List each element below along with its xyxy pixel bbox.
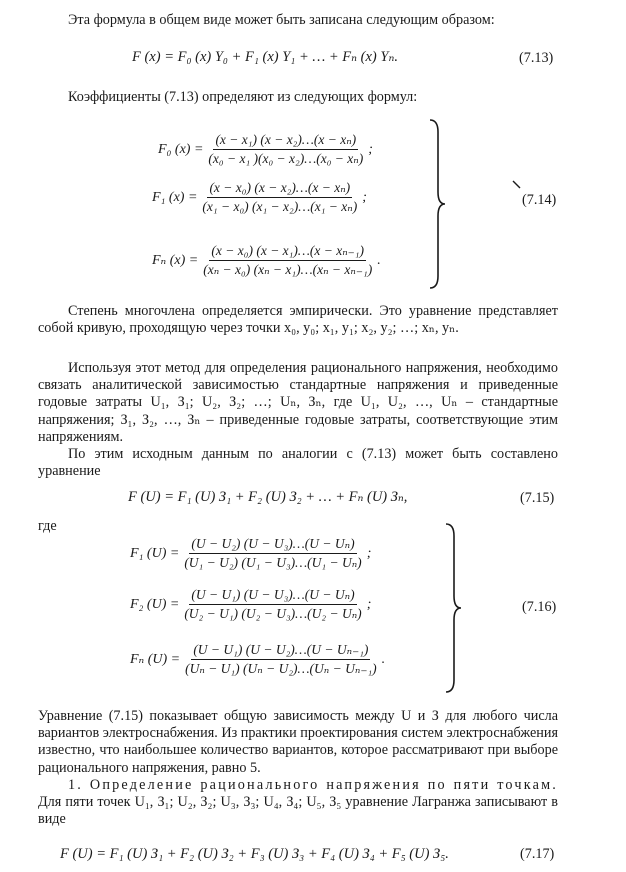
equation-7-17: F (U) = F₁ (U) З₁ + F₂ (U) З₂ + F₃ (U) З₃ + F₄ (U) З₄ + F₅ (U) З₅.: [60, 846, 449, 862]
paragraph-coefficients: Коэффициенты (7.13) определяют из следующих формул:: [68, 89, 418, 105]
right-brace-7-14: [428, 118, 448, 290]
equation-number-7-14: (7.14): [522, 192, 557, 208]
right-brace-7-16: [444, 522, 464, 694]
formula-terminator: ;: [362, 189, 367, 205]
equation-number-7-13: (7.13): [519, 50, 554, 66]
fraction-denominator: (xₙ − x₀) (xₙ − x₁)…(xₙ − xₙ₋₁): [203, 262, 373, 277]
fraction: [206, 132, 365, 167]
fraction-denominator: (U₂ − U₁) (U₂ − U₃)…(U₂ − Uₙ): [184, 606, 362, 621]
paragraph-method: Используя этот метод для определения рационального напряжения, необходимо связать аналитической зависимостью стандартные напряжения и приведенные годовые затраты U₁, З₁; U₂, З₂; …; Uₙ, Зₙ, где U₁, U₂, …, Uₙ – стандартные напряжения; З₁, З₂, …, Зₙ – приведенные годовые затраты, соответствующие этим напряжениям.: [38, 360, 558, 445]
formula-lhs: Fₙ (x) =: [152, 253, 199, 268]
formula-lhs: F₂ (U) =: [130, 596, 180, 612]
formula-f2-u: [130, 587, 371, 622]
formula-fn: [152, 243, 381, 278]
formula-terminator: .: [381, 651, 386, 667]
equation-number-7-15: (7.15): [520, 490, 555, 506]
fraction-numerator: (x − x₀) (x − x₁)…(x − xₙ₋₁): [209, 243, 366, 261]
formula-lhs: F₁ (U) =: [130, 545, 180, 561]
equation-number-7-16: (7.16): [522, 599, 557, 615]
formula-fn-u: [130, 642, 385, 677]
formula-lhs: F₀ (x) =: [158, 141, 204, 157]
formula-terminator: ;: [366, 545, 372, 561]
paragraph-analogy: По этим исходным данным по аналогии с (7.13) может быть составлено уравнение: [38, 446, 558, 480]
fraction: [200, 180, 359, 215]
formula-terminator: .: [377, 252, 381, 268]
equation-7-13: F (x) = F₀ (x) Y₀ + F₁ (x) Y₁ + … + Fₙ (x) Yₙ.: [132, 49, 398, 65]
paragraph-polynomial: Степень многочлена определяется эмпирически. Это уравнение представляет собой кривую, проходящую через точки x₀, y₀; x₁, y₁; x₂, y₂; …; xₙ, yₙ.: [38, 303, 558, 337]
fraction-denominator: (Uₙ − U₁) (Uₙ − U₂)…(Uₙ − Uₙ₋₁): [185, 661, 377, 676]
formula-f1: [152, 180, 367, 215]
formula-f1-u: [130, 536, 371, 571]
fraction-denominator: (x₀ − x₁ )(x₀ − x₂)…(x₀ − xₙ): [208, 151, 364, 166]
fraction: [201, 243, 374, 278]
fraction-numerator: (U − U₁) (U − U₃)…(U − Uₙ): [189, 587, 356, 605]
fraction: [183, 642, 379, 677]
fraction-denominator: (x₁ − x₀) (x₁ − x₂)…(x₁ − xₙ): [202, 199, 358, 214]
fraction-numerator: (x − x₀) (x − x₂)…(x − xₙ): [207, 180, 352, 198]
section-heading: 1. Определение рационального напряжения по пяти точкам.: [68, 777, 558, 793]
fraction-numerator: (U − U₁) (U − U₂)…(U − Uₙ₋₁): [191, 642, 370, 660]
fraction-numerator: (x − x₁) (x − x₂)…(x − xₙ): [213, 132, 358, 150]
equation-number-7-17: (7.17): [520, 846, 555, 862]
paragraph-general-dependence: Уравнение (7.15) показывает общую зависимость между U и З для любого числа вариантов электроснабжения. Из практики проектирования систем электроснабжения известно, что наибольшее количество вариантов, которое рассматривают при выборе рационального напряжения, равно 5.: [38, 708, 558, 776]
stray-mark: [512, 180, 522, 190]
formula-f0: [158, 132, 373, 167]
formula-lhs: Fₙ (U) =: [130, 652, 181, 667]
paragraph-five-points-text: Для пяти точек U₁, З₁; U₂, З₂; U₃, З₃; U₄, З₄; U₅, З₅ уравнение Лагранжа записывают в виде: [38, 794, 558, 828]
fraction-denominator: (U₁ − U₂) (U₁ − U₃)…(U₁ − Uₙ): [184, 555, 362, 570]
formula-lhs: F₁ (x) =: [152, 189, 198, 205]
fraction: [182, 536, 363, 571]
paragraph-five-points: [38, 777, 558, 829]
formula-terminator: ;: [366, 596, 372, 612]
formula-terminator: ;: [368, 141, 373, 157]
paragraph-intro: Эта формула в общем виде может быть записана следующим образом:: [68, 12, 495, 28]
equation-7-15: F (U) = F₁ (U) З₁ + F₂ (U) З₂ + … + Fₙ (U) Зₙ,: [128, 489, 408, 505]
fraction: [182, 587, 363, 622]
fraction-numerator: (U − U₂) (U − U₃)…(U − Uₙ): [189, 536, 356, 554]
word-where: где: [38, 518, 57, 534]
